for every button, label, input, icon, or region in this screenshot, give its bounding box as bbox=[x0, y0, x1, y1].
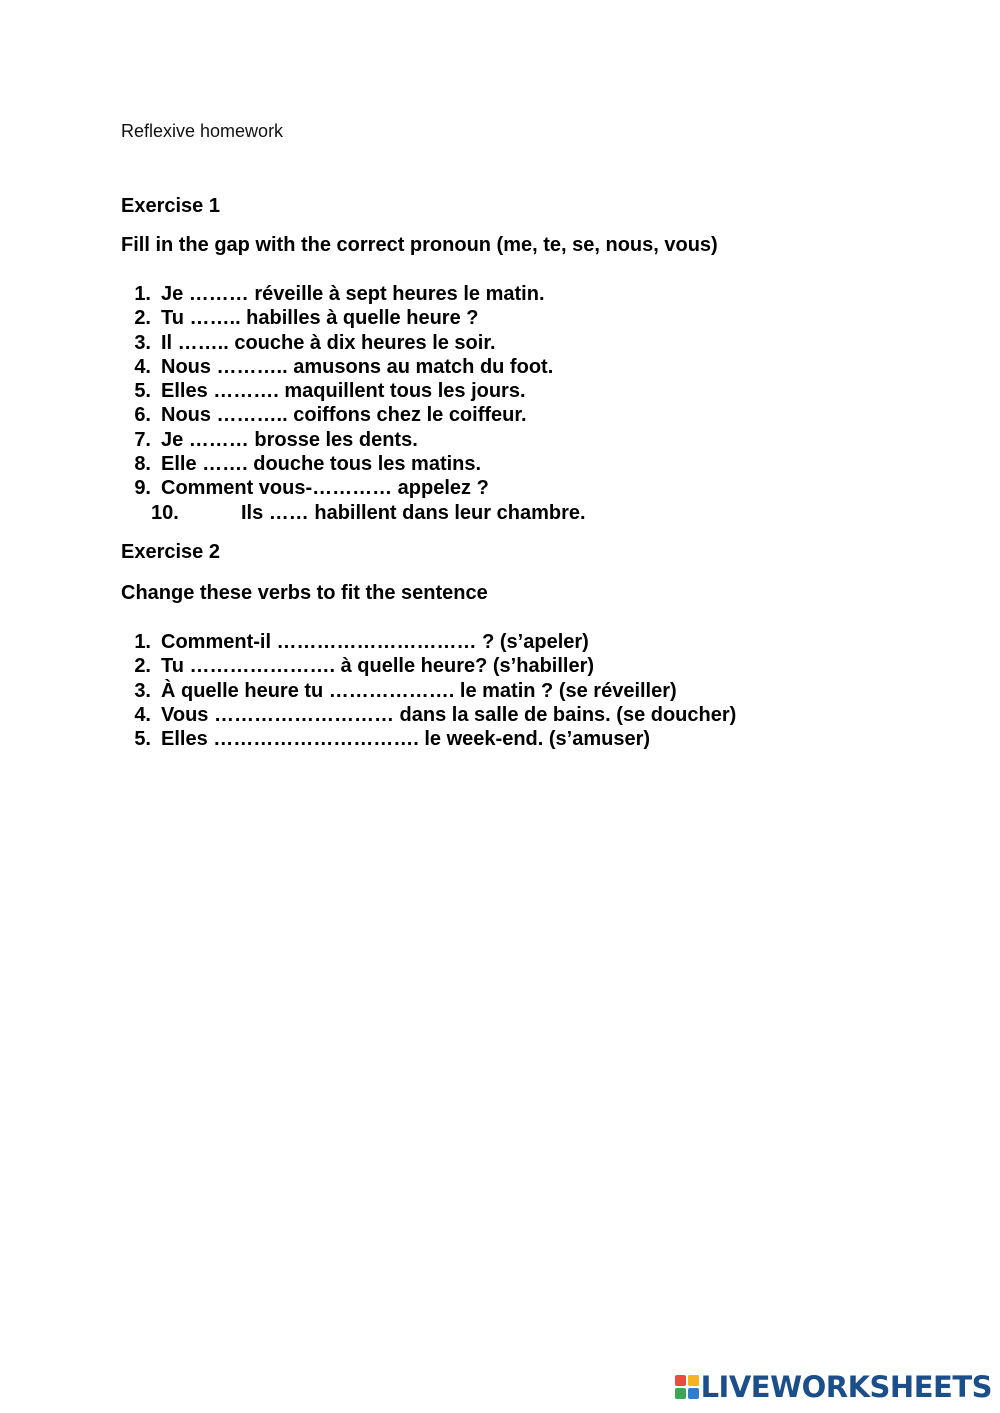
list-item bbox=[121, 282, 586, 306]
list-item bbox=[121, 501, 586, 525]
item-number: 1. bbox=[134, 631, 151, 653]
liveworksheets-logo-icon bbox=[675, 1375, 699, 1399]
logo-tile bbox=[675, 1375, 686, 1386]
item-text: Elle ……. douche tous les matins. bbox=[161, 453, 482, 476]
exercise2-list bbox=[121, 630, 736, 751]
list-item bbox=[121, 428, 586, 452]
item-text: Nous ……….. coiffons chez le coiffeur. bbox=[161, 404, 527, 427]
item-number: 4. bbox=[134, 703, 151, 726]
item-text: Comment-il ………………………… ? (s’apeler) bbox=[161, 631, 589, 653]
item-text: Elles …………………………. le week-end. (s’amuser) bbox=[161, 728, 651, 751]
item-number: 2. bbox=[134, 655, 151, 678]
item-text: Nous ……….. amusons au match du foot. bbox=[161, 355, 554, 378]
list-item bbox=[121, 379, 586, 403]
item-text: Ils …… habillent dans leur chambre. bbox=[241, 501, 586, 524]
list-item bbox=[121, 703, 736, 727]
list-item bbox=[121, 331, 586, 355]
brand-name: LIVEWORKSHEETS bbox=[700, 1370, 992, 1404]
exercise1-instruction: Fill in the gap with the correct pronoun (me, te, se, nous, vous) bbox=[121, 234, 718, 256]
list-item bbox=[121, 452, 586, 476]
item-number: 3. bbox=[134, 331, 151, 354]
item-text: Tu …………………. à quelle heure? (s’habiller) bbox=[161, 655, 595, 678]
exercise1-title: Exercise 1 bbox=[121, 195, 220, 217]
item-text: Je ……… réveille à sept heures le matin. bbox=[161, 283, 545, 305]
item-text: À quelle heure tu ………………. le matin ? (se réveiller) bbox=[161, 679, 677, 702]
item-number: 9. bbox=[134, 477, 151, 500]
logo-tile bbox=[675, 1388, 686, 1399]
list-item bbox=[121, 679, 736, 703]
logo-tile bbox=[688, 1388, 699, 1399]
list-item bbox=[121, 727, 736, 751]
list-item bbox=[121, 403, 586, 427]
item-text: Tu …….. habilles à quelle heure ? bbox=[161, 307, 479, 330]
exercise1-list bbox=[121, 282, 586, 525]
item-number: 6. bbox=[134, 404, 151, 427]
item-number: 3. bbox=[134, 679, 151, 702]
item-text: Elles ………. maquillent tous les jours. bbox=[161, 380, 526, 403]
document-subtitle: Reflexive homework bbox=[121, 121, 284, 141]
item-number: 4. bbox=[134, 355, 151, 378]
exercise2-instruction: Change these verbs to fit the sentence bbox=[121, 582, 488, 604]
logo-tile bbox=[688, 1375, 699, 1386]
item-text: Comment vous-………… appelez ? bbox=[161, 477, 489, 500]
liveworksheets-brand bbox=[675, 1367, 992, 1407]
item-number: 5. bbox=[134, 380, 151, 403]
item-number: 2. bbox=[134, 307, 151, 330]
item-number: 5. bbox=[134, 728, 151, 751]
item-text: Il …….. couche à dix heures le soir. bbox=[161, 331, 496, 354]
list-item bbox=[121, 476, 586, 500]
item-number: 10. bbox=[151, 501, 179, 524]
item-number: 1. bbox=[134, 283, 151, 305]
item-text: Je ……… brosse les dents. bbox=[161, 428, 418, 451]
list-item bbox=[121, 654, 736, 678]
list-item bbox=[121, 355, 586, 379]
item-number: 7. bbox=[134, 428, 151, 451]
item-text: Vous ……………………… dans la salle de bains. (se doucher) bbox=[161, 703, 737, 726]
item-number: 8. bbox=[134, 453, 151, 476]
list-item bbox=[121, 306, 586, 330]
list-item bbox=[121, 630, 736, 654]
exercise2-title: Exercise 2 bbox=[121, 541, 220, 563]
